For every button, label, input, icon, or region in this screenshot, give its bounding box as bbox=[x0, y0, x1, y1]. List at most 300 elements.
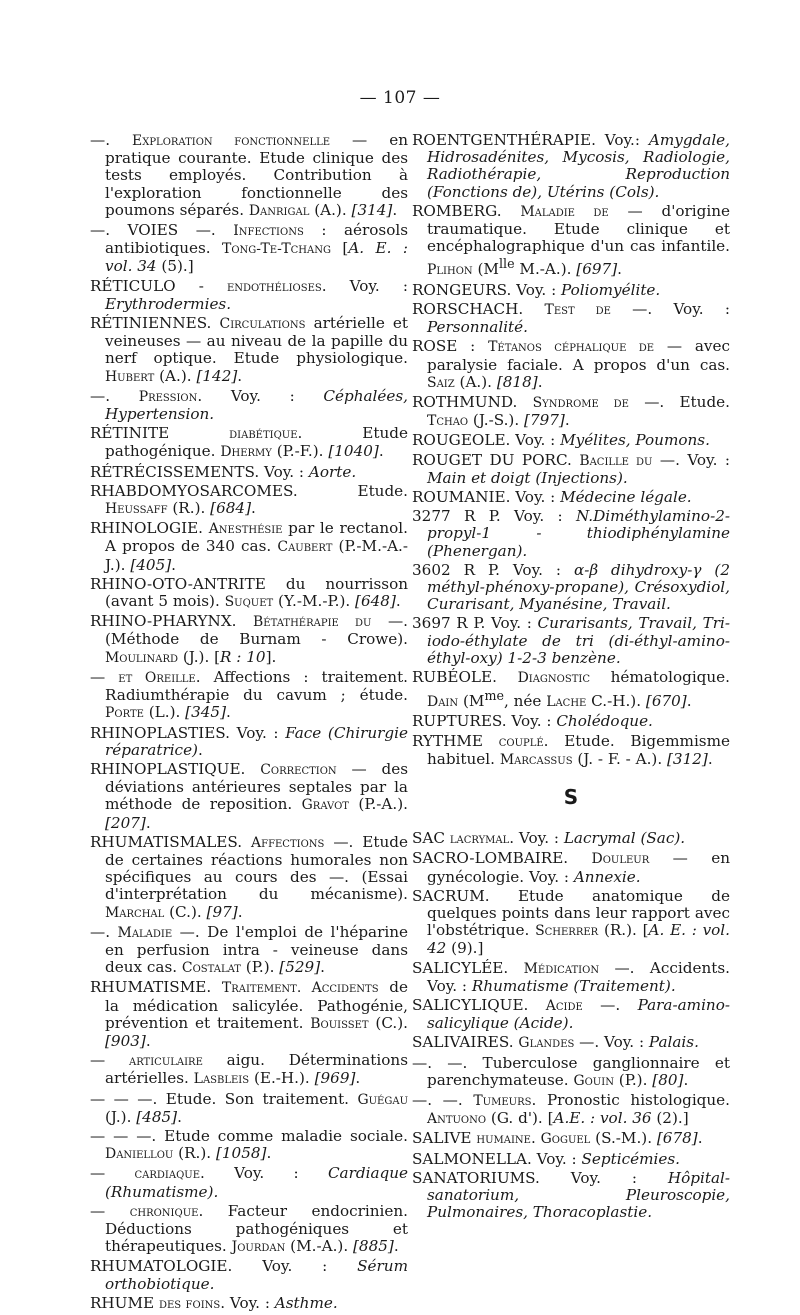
entry-italic-text: Céphalées, Hypertension. bbox=[105, 386, 408, 424]
index-entry bbox=[412, 733, 730, 769]
right-column bbox=[412, 132, 730, 1224]
entry-italic-text: A. E. : vol. 42 bbox=[427, 921, 730, 958]
index-entry bbox=[90, 464, 408, 481]
entry-text: SANATORIUMS. Voy. : bbox=[412, 1168, 668, 1187]
entry-text: (L.). bbox=[143, 703, 186, 722]
index-entry bbox=[412, 338, 730, 392]
index-entry bbox=[412, 1170, 730, 1222]
entry-text: SACRUM. Etude anatomique de quelques points dans leur rapport avec l'obstétrique. bbox=[412, 886, 730, 940]
index-entry bbox=[90, 132, 408, 220]
entry-text: (G. d'). [ bbox=[486, 1109, 554, 1128]
entry-text: . bbox=[392, 200, 398, 219]
entry-text: . bbox=[617, 260, 622, 279]
entry-smallcaps-text: Porte bbox=[105, 705, 144, 722]
entry-text: . bbox=[378, 442, 384, 461]
entry-text: RÉTRÉCISSEMENTS. Voy. : bbox=[90, 462, 309, 481]
entry-text: (C.). bbox=[368, 1013, 409, 1032]
entry-text: . bbox=[683, 1070, 689, 1089]
index-entry bbox=[412, 432, 730, 449]
entry-text: (5).] bbox=[156, 257, 194, 276]
entry-text: — en gynécologie. Voy. : bbox=[427, 849, 730, 886]
entry-text: . bbox=[145, 1031, 151, 1050]
entry-smallcaps-text: Maladie bbox=[117, 924, 173, 941]
entry-text: . bbox=[171, 555, 176, 574]
index-entry bbox=[412, 282, 730, 299]
entry-smallcaps-text: Goguel bbox=[540, 1131, 591, 1148]
entry-italic-text: [314] bbox=[351, 200, 393, 219]
entry-italic-text: Amygdale, Hidrosadénites, Mycosis, Radiologie, Radiothérapie, Reproduction (Fonctions de), Utérins (Cols). bbox=[427, 131, 730, 201]
entry-text: . Affections : traitement. Radiumthérapie du cavum ; étude. bbox=[105, 667, 409, 705]
entry-text: . bbox=[530, 1129, 541, 1148]
entry-smallcaps-text: Hubert bbox=[105, 368, 155, 385]
entry-smallcaps-text: Tchao bbox=[427, 413, 469, 430]
entry-italic-text: Médecine légale. bbox=[560, 487, 692, 506]
entry-italic-text: Face (Chirurgie réparatrice) bbox=[105, 723, 408, 759]
index-entry bbox=[90, 1258, 408, 1292]
entry-smallcaps-text: Affections bbox=[251, 834, 325, 851]
index-entry bbox=[90, 834, 408, 922]
entry-italic-text: Personnalité. bbox=[427, 318, 528, 337]
index-entry bbox=[412, 1092, 730, 1128]
entry-text: par le rectanol. A propos de 340 cas. bbox=[105, 519, 408, 556]
entry-text: — — —. Etude. Son traitement. bbox=[90, 1089, 358, 1108]
index-entry bbox=[90, 425, 408, 461]
entry-text: —. —. Tuberculose ganglionnaire et parenchymateuse. bbox=[412, 1053, 730, 1089]
index-entry bbox=[90, 1128, 408, 1163]
entry-text: . bbox=[395, 592, 401, 611]
entry-text: . bbox=[237, 366, 243, 385]
entry-text: . bbox=[177, 1107, 182, 1126]
entry-text: (M bbox=[458, 692, 485, 711]
entry-text: (E.-H.). bbox=[249, 1069, 315, 1088]
entry-text: (S.-M.). bbox=[590, 1129, 657, 1148]
entry-smallcaps-text: Moulinard bbox=[105, 649, 179, 666]
entry-text: SALIVE bbox=[412, 1129, 477, 1148]
entry-text: (A.). bbox=[154, 366, 197, 385]
entry-smallcaps-text: Lache bbox=[546, 694, 587, 711]
entry-text: RYTHME bbox=[412, 731, 499, 750]
index-entry bbox=[412, 489, 730, 506]
entry-text: de la médication salicylée. Pathogénie, prévention et traitement. bbox=[105, 978, 408, 1032]
entry-text: C.-H.). bbox=[586, 692, 646, 711]
index-entry bbox=[412, 1034, 730, 1052]
entry-text: —. Etude. bbox=[628, 392, 730, 411]
index-entry bbox=[90, 1091, 408, 1126]
entry-italic-text: [1058] bbox=[215, 1144, 267, 1163]
entry-text: (J.). [ bbox=[178, 647, 221, 666]
entry-smallcaps-text: Antuono bbox=[427, 1111, 487, 1128]
entry-smallcaps-text: Traitement. Accidents bbox=[221, 980, 379, 997]
entry-italic-text: Cholédoque. bbox=[556, 712, 653, 731]
entry-italic-text: Asthme. bbox=[274, 1293, 338, 1312]
entry-text: . Voy. : bbox=[200, 1164, 328, 1183]
left-column bbox=[90, 132, 408, 1315]
entry-italic-text: [312] bbox=[666, 749, 708, 768]
page-number: — 107 — bbox=[359, 88, 441, 108]
entry-text: —. Voy. : bbox=[610, 299, 730, 318]
entry-smallcaps-text: Maladie de bbox=[520, 203, 609, 220]
entry-italic-text: Aorte. bbox=[308, 462, 357, 481]
index-entry bbox=[90, 315, 408, 386]
entry-text: ROSE : bbox=[412, 337, 489, 356]
entry-text: (M bbox=[472, 260, 499, 279]
entry-text: RHINOPLASTIES. Voy. : bbox=[90, 723, 286, 742]
entry-text: RHINO-OTO-ANTRITE du nourrisson (avant 5 mois). bbox=[90, 574, 408, 611]
entry-italic-text: [818] bbox=[496, 372, 538, 391]
entry-text: , née bbox=[503, 692, 547, 711]
entry-text: . bbox=[226, 703, 231, 722]
index-entry bbox=[90, 1295, 408, 1313]
entry-italic-text: [969] bbox=[314, 1069, 356, 1088]
entry-smallcaps-text: Dain bbox=[427, 694, 459, 711]
entry-text: RONGEURS. Voy. : bbox=[412, 280, 562, 299]
index-entry bbox=[412, 615, 730, 667]
index-entry bbox=[412, 1055, 730, 1090]
entry-italic-text: [97] bbox=[206, 902, 238, 921]
entry-text: RUPTURES. Voy. : bbox=[412, 712, 557, 731]
entry-italic-text: [345] bbox=[185, 703, 227, 722]
index-entry bbox=[412, 301, 730, 336]
entry-text: (J.). bbox=[105, 1107, 137, 1126]
entry-italic-text: [529] bbox=[279, 958, 321, 977]
entry-text: . bbox=[237, 902, 243, 921]
entry-text: aigu. Déterminations artérielles. bbox=[105, 1051, 408, 1088]
entry-smallcaps-text: Infections bbox=[233, 223, 304, 240]
entry-smallcaps-text: Bacille du bbox=[579, 452, 653, 469]
index-entry bbox=[90, 222, 408, 276]
index-entry bbox=[412, 508, 730, 560]
entry-italic-text: N.Diméthylamino-2-propyl-1 - thiodiphénylamine (Phenergan). bbox=[427, 507, 730, 560]
index-entry bbox=[412, 997, 730, 1032]
entry-text: . bbox=[697, 1129, 703, 1148]
entry-text: RHUMATISME. bbox=[90, 978, 222, 997]
entry-italic-text: [797] bbox=[524, 411, 565, 430]
entry-text: (Y.-M.-P.). bbox=[273, 592, 356, 611]
entry-smallcaps-text: Acide bbox=[545, 998, 583, 1015]
entry-italic-text: [684] bbox=[210, 499, 251, 518]
entry-smallcaps-text: Circulations bbox=[219, 316, 306, 333]
index-entry bbox=[90, 520, 408, 574]
entry-text: 3602 R P. Voy. : bbox=[412, 560, 574, 579]
entry-smallcaps-text: Bétathérapie du bbox=[253, 614, 372, 631]
entry-smallcaps-text: Caubert bbox=[277, 539, 333, 556]
entry-italic-text: Annexie. bbox=[573, 867, 641, 886]
entry-text: (M.-A.). bbox=[285, 1237, 353, 1256]
entry-smallcaps-text: Pression bbox=[138, 388, 198, 405]
entry-smallcaps-text: Glandes bbox=[518, 1035, 575, 1052]
entry-text: . Voy. : bbox=[509, 829, 564, 848]
entry-smallcaps-text: Scherrer bbox=[535, 923, 599, 940]
entry-smallcaps-text: Suquet bbox=[224, 594, 274, 611]
entry-text: . Facteur endocrinien. Déductions pathogéniques et thérapeutiques. bbox=[105, 1201, 408, 1256]
entry-italic-text: Hôpital-sanatorium, Pleuroscopie, Pulmonaires, Thoracoplastie. bbox=[427, 1168, 730, 1222]
entry-italic-text: [678] bbox=[656, 1129, 698, 1148]
entry-superscript: lle bbox=[498, 256, 515, 272]
entry-text: —. VOIES —. bbox=[90, 221, 234, 240]
entry-italic-text: [485] bbox=[136, 1107, 178, 1126]
entry-text: (P.-A.). bbox=[348, 795, 408, 814]
entry-text: . bbox=[197, 740, 203, 759]
entry-text: . bbox=[707, 749, 713, 768]
entry-smallcaps-text: Anesthésie bbox=[208, 521, 283, 538]
entry-text: —. bbox=[582, 996, 638, 1015]
entry-text: —. De l'emploi de l'héparine en perfusion intra - veineuse dans deux cas. bbox=[105, 922, 409, 977]
entry-text: hématologique. bbox=[590, 667, 730, 686]
entry-italic-text: [670] bbox=[645, 692, 687, 711]
entry-text: — des déviations antérieures septales par la méthode de reposition. bbox=[105, 759, 408, 814]
entry-italic-text: Cardiaque (Rhumatisme). bbox=[105, 1164, 408, 1201]
entry-italic-text: α-β dihydroxy-γ (2 méthyl-phénoxy-propane), Crésoxydiol, Curarisant, Myanésine, Travail. bbox=[427, 560, 730, 614]
entry-italic-text: Main et doigt (Injections). bbox=[427, 468, 628, 487]
entry-text: . bbox=[266, 1144, 272, 1163]
index-entry bbox=[412, 203, 730, 280]
entry-text: (J. - F. - A.). bbox=[572, 749, 667, 768]
entry-text: RHINOPLASTIQUE. bbox=[90, 759, 261, 778]
entry-text: : aérosols antibiotiques. bbox=[105, 221, 409, 258]
entry-text: M.-A.). bbox=[514, 260, 577, 279]
entry-text: . Pronostic histologique. bbox=[531, 1091, 730, 1110]
index-entry bbox=[90, 725, 408, 759]
index-entry bbox=[412, 713, 730, 730]
entry-text: [ bbox=[330, 239, 349, 258]
entry-smallcaps-text: articulaire bbox=[128, 1053, 203, 1070]
entry-text: SALIVAIRES. bbox=[412, 1033, 519, 1052]
index-entry bbox=[90, 483, 408, 518]
entry-text: RÉTICULO - bbox=[90, 276, 227, 295]
entry-italic-text: Palais. bbox=[648, 1033, 699, 1052]
entry-smallcaps-text: Marcassus bbox=[499, 751, 573, 768]
entry-italic-text: [207] bbox=[105, 813, 146, 832]
index-entry bbox=[90, 761, 408, 832]
index-entry bbox=[412, 669, 730, 711]
entry-smallcaps-text: couplé bbox=[498, 733, 544, 750]
entry-smallcaps-text: Plihon bbox=[427, 262, 473, 279]
entry-text: RORSCHACH. bbox=[412, 299, 545, 318]
entry-text: SALICYLÉE. bbox=[412, 958, 524, 977]
entry-text: ROMBERG. bbox=[412, 201, 521, 220]
entry-italic-text: [885] bbox=[352, 1237, 394, 1256]
index-entry bbox=[90, 1052, 408, 1088]
entry-text: SALMONELLA. Voy. : bbox=[412, 1149, 582, 1168]
entry-smallcaps-text: Tong-Te-Tchang bbox=[222, 241, 331, 258]
entry-text: (R.). bbox=[173, 1144, 216, 1163]
entry-smallcaps-text: des foins bbox=[158, 1295, 221, 1312]
entry-text: SAC bbox=[412, 829, 450, 848]
entry-smallcaps-text: humaine bbox=[476, 1131, 531, 1148]
entry-italic-text: Septicémies. bbox=[581, 1149, 680, 1168]
entry-text: . Voy. : bbox=[220, 1293, 275, 1312]
entry-text: RHUMATOLOGIE. Voy. : bbox=[90, 1257, 358, 1276]
entry-text: RÉTINIENNES. bbox=[90, 314, 220, 333]
entry-italic-text: [142] bbox=[196, 366, 238, 385]
entry-text: — bbox=[90, 667, 119, 686]
entry-text: . bbox=[320, 958, 325, 977]
entry-text: RHUME bbox=[90, 1293, 159, 1312]
entry-text: . bbox=[355, 1069, 361, 1088]
entry-smallcaps-text: Costalat bbox=[181, 960, 241, 977]
right-column-r-entries bbox=[412, 132, 730, 769]
index-entry bbox=[90, 1165, 408, 1200]
index-entry bbox=[90, 669, 408, 723]
entry-smallcaps-text: endothélioses bbox=[226, 278, 322, 295]
entry-smallcaps-text: Syndrome de bbox=[532, 394, 629, 411]
index-entry bbox=[412, 850, 730, 885]
entry-text: ROUMANIE. Voy. : bbox=[412, 487, 561, 506]
entry-smallcaps-text: Exploration fonctionnelle bbox=[132, 133, 331, 149]
entry-text: —. —. bbox=[412, 1091, 474, 1110]
entry-text: (P.). bbox=[613, 1070, 653, 1089]
entry-italic-text: [1040] bbox=[328, 442, 379, 461]
entry-text: ROUGET DU PORC. bbox=[412, 450, 580, 469]
entry-text: . bbox=[145, 813, 151, 832]
entry-text: — bbox=[90, 1164, 135, 1183]
entry-text: ]. bbox=[265, 647, 277, 666]
entry-text: ROTHMUND. bbox=[412, 392, 533, 411]
right-column-s-entries bbox=[412, 830, 730, 1221]
entry-text: — bbox=[90, 1051, 129, 1070]
entry-smallcaps-text: Guégau bbox=[357, 1091, 408, 1108]
entry-text: SALICYLIQUE. bbox=[412, 996, 546, 1015]
entry-smallcaps-text: Tétanos céphalique de bbox=[488, 339, 655, 356]
entry-text: RHUMATISMALES. bbox=[90, 832, 252, 851]
entry-smallcaps-text: lacrymal bbox=[449, 831, 510, 848]
entry-text: (R.). [ bbox=[598, 921, 649, 940]
entry-italic-text: [648] bbox=[355, 592, 396, 611]
index-entry bbox=[412, 830, 730, 848]
entry-text: . bbox=[564, 411, 570, 430]
entry-smallcaps-text: Dhermy bbox=[220, 444, 272, 461]
entry-text: —. Voy. : bbox=[574, 1033, 649, 1052]
entry-text: —. bbox=[90, 386, 139, 405]
entry-text: (A.). bbox=[454, 372, 497, 391]
entry-text: . Voy. : bbox=[197, 386, 324, 405]
index-entry bbox=[412, 888, 730, 958]
entry-text: (R.). bbox=[167, 499, 211, 518]
entry-smallcaps-text: Test de bbox=[544, 301, 611, 318]
entry-smallcaps-text: Douleur bbox=[591, 851, 650, 868]
entry-text: . bbox=[537, 372, 543, 391]
entry-smallcaps-text: Gravot bbox=[301, 797, 349, 814]
index-entry bbox=[90, 613, 408, 667]
entry-text: 3697 R P. Voy. : bbox=[412, 614, 538, 633]
index-entry bbox=[90, 1203, 408, 1257]
entry-text: — d'origine traumatique. Etude clinique et encéphalographique d'un cas infantile. bbox=[427, 201, 730, 256]
index-entry bbox=[412, 452, 730, 487]
entry-text: (P.-M.-A.-J.). bbox=[105, 537, 408, 574]
entry-superscript: me bbox=[484, 688, 504, 704]
entry-italic-text: [405] bbox=[130, 555, 172, 574]
entry-italic-text: Lacrymal (Sac). bbox=[563, 829, 686, 848]
entry-text: —. (Méthode de Burnam - Crowe). bbox=[105, 612, 409, 649]
entry-text: — bbox=[90, 1201, 130, 1220]
entry-smallcaps-text: Heussaff bbox=[105, 501, 168, 518]
index-entry bbox=[90, 278, 408, 313]
entry-text: . Etude. Bigemmisme habituel. bbox=[427, 731, 730, 768]
entry-text: RUBÉOLE. bbox=[412, 667, 518, 686]
entry-text: —. Etude de certaines réactions humorales non spécifiques au cours des —. (Essai d'interprétation du mécanisme). bbox=[105, 832, 408, 904]
index-entry bbox=[90, 979, 408, 1050]
entry-text: . bbox=[393, 1237, 399, 1256]
entry-smallcaps-text: Tumeurs bbox=[473, 1093, 532, 1110]
entry-text: . bbox=[686, 692, 692, 711]
entry-text: ROENTGENTHÉRAPIE. Voy.: bbox=[412, 131, 649, 149]
entry-text: — en pratique courante. Etude clinique des tests employés. Contribution à l'exploration fonctionnelle des poumons séparés. bbox=[105, 131, 408, 219]
entry-text: (2).] bbox=[651, 1109, 689, 1128]
entry-text: (A.). bbox=[309, 200, 352, 219]
entry-text: —. Accidents. Voy. : bbox=[427, 958, 730, 995]
entry-italic-text: Poliomyélite. bbox=[561, 280, 661, 299]
entry-text: —. bbox=[90, 131, 133, 149]
entry-text: — — —. Etude comme maladie sociale. bbox=[90, 1126, 408, 1145]
entry-text: RHABDOMYOSARCOMES. Etude. bbox=[90, 481, 408, 500]
entry-text: (J.-S.). bbox=[468, 411, 525, 430]
entry-smallcaps-text: Gouin bbox=[573, 1072, 614, 1089]
entry-text: . Voy. : bbox=[321, 276, 408, 295]
entry-italic-text: Myélites, Poumons. bbox=[560, 431, 710, 450]
entry-smallcaps-text: Correction bbox=[260, 761, 337, 778]
entry-text: ROUGEOLE. Voy. : bbox=[412, 431, 561, 450]
entry-italic-text: [903] bbox=[105, 1031, 146, 1050]
entry-smallcaps-text: Saiz bbox=[427, 374, 455, 391]
entry-text: (C.). bbox=[164, 902, 207, 921]
entry-italic-text: Sérum orthobiotique. bbox=[105, 1257, 408, 1293]
entry-italic-text: Para-amino-salicylique (Acide). bbox=[427, 996, 730, 1033]
section-letter: S bbox=[563, 785, 579, 810]
entry-italic-text: Rhumatisme (Traitement). bbox=[471, 976, 676, 995]
entry-text: —. Voy. : bbox=[652, 450, 730, 469]
entry-text: . Etude pathogénique. bbox=[105, 424, 408, 461]
entry-italic-text: Curarisants, Travail, Tri-iodo-éthylate de tri (di-éthyl-amino-éthyl-oxy) 1-2-3 benzène. bbox=[427, 614, 730, 667]
index-entry bbox=[90, 576, 408, 611]
entry-text: (9).] bbox=[446, 939, 484, 958]
entry-text: RHINOLOGIE. bbox=[90, 519, 209, 538]
entry-text: RÉTINITE bbox=[90, 424, 230, 443]
index-entry bbox=[412, 960, 730, 995]
entry-smallcaps-text: Diagnostic bbox=[517, 669, 590, 686]
entry-text: SACRO-LOMBAIRE. bbox=[412, 849, 592, 868]
entry-italic-text: A.E. : vol. 36 bbox=[553, 1109, 652, 1128]
entry-smallcaps-text: Marchal bbox=[105, 904, 165, 921]
entry-smallcaps-text: diabétique bbox=[229, 426, 298, 443]
entry-italic-text: [80] bbox=[652, 1070, 684, 1089]
entry-italic-text: R : 10 bbox=[220, 647, 266, 666]
entry-smallcaps-text: Daniellou bbox=[105, 1146, 174, 1163]
entry-smallcaps-text: chronique bbox=[129, 1203, 199, 1220]
entry-italic-text: A. E. : vol. 34 bbox=[105, 239, 408, 276]
entry-italic-text: Erythrodermies. bbox=[105, 294, 232, 313]
entry-smallcaps-text: Jourdan bbox=[231, 1239, 286, 1256]
entry-text: 3277 R P. Voy. : bbox=[412, 507, 576, 526]
entry-smallcaps-text: Lasbleis bbox=[193, 1071, 250, 1088]
entry-smallcaps-text: cardiaque bbox=[134, 1166, 201, 1183]
entry-text: RHINO-PHARYNX. bbox=[90, 612, 254, 631]
entry-text: artérielle et veineuses — au niveau de la papille du nerf optique. Etude physiologique. bbox=[105, 314, 408, 368]
index-entry bbox=[412, 1130, 730, 1148]
index-entry bbox=[412, 394, 730, 430]
index-entry bbox=[412, 562, 730, 614]
entry-text: . bbox=[251, 499, 256, 518]
entry-smallcaps-text: Bouisset bbox=[310, 1015, 369, 1032]
entry-smallcaps-text: Médication bbox=[523, 960, 600, 977]
index-entry bbox=[412, 132, 730, 201]
index-entry bbox=[90, 388, 408, 423]
entry-smallcaps-text: Danrigal bbox=[248, 202, 310, 219]
entry-text: (P.). bbox=[240, 958, 280, 977]
entry-text: (P.-F.). bbox=[271, 442, 329, 461]
entry-text: —. bbox=[90, 922, 118, 941]
entry-smallcaps-text: et Oreille bbox=[118, 669, 196, 686]
entry-text: — avec paralysie faciale. A propos d'un cas. bbox=[427, 337, 730, 374]
